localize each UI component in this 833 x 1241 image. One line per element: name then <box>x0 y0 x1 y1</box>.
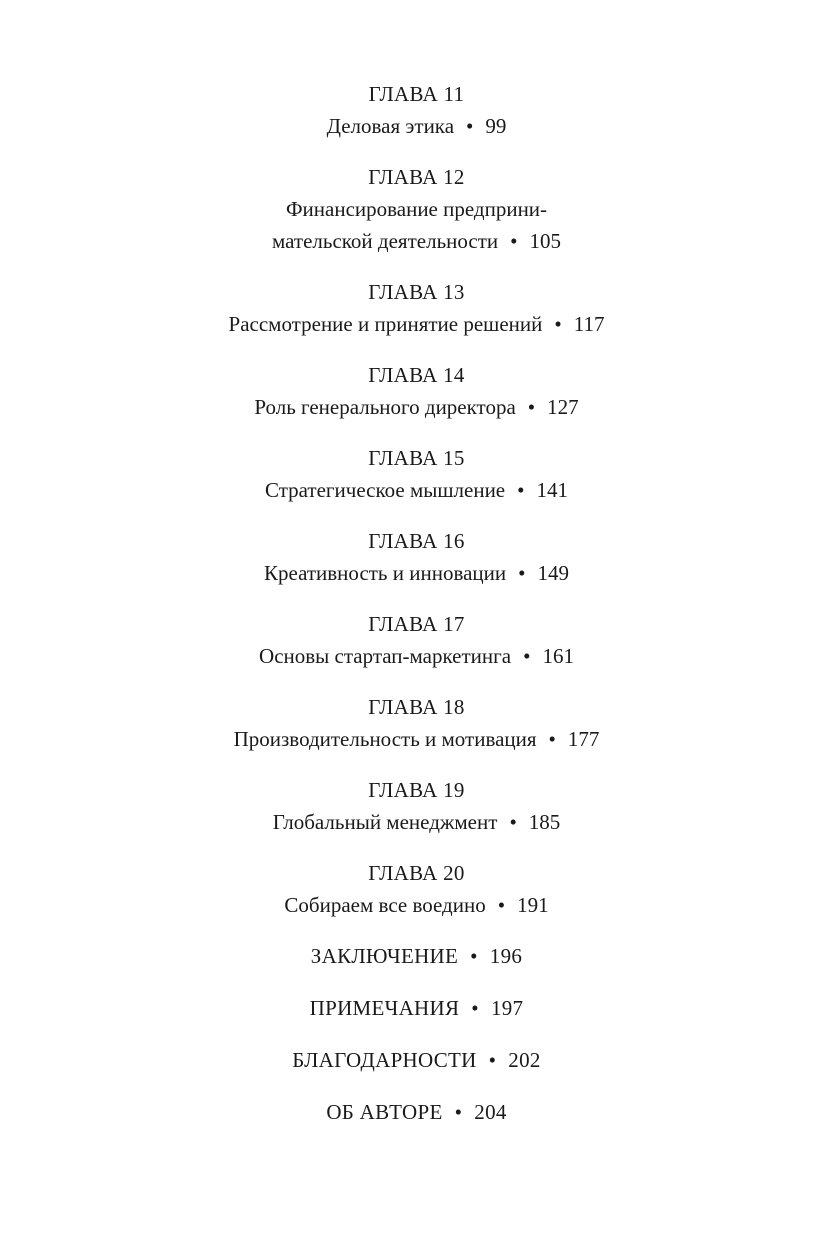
chapter-title-line <box>0 806 833 838</box>
page-number: 204 <box>474 1100 507 1124</box>
bullet-separator: • <box>470 944 478 968</box>
chapter-title-line <box>0 110 833 142</box>
chapter-title <box>0 308 833 340</box>
page-number: 185 <box>528 810 561 834</box>
bullet-separator: • <box>509 810 517 834</box>
page-number: 161 <box>542 644 574 668</box>
page-number: 177 <box>567 727 600 751</box>
chapter-label: ГЛАВА 15 <box>368 446 465 470</box>
chapter-title-line <box>0 889 833 921</box>
bullet-separator: • <box>518 561 526 585</box>
chapter-list <box>0 78 833 921</box>
page-number: 141 <box>536 478 568 502</box>
chapter-title-text: Производительность и мотивация <box>233 727 537 751</box>
chapter-title-text: Деловая этика <box>326 114 455 138</box>
chapter-title <box>0 640 833 672</box>
chapter-label: ГЛАВА 16 <box>368 529 465 553</box>
chapter-title <box>0 557 833 589</box>
page-number: 191 <box>517 893 549 917</box>
chapter-label: ГЛАВА 13 <box>368 280 465 304</box>
chapter-title <box>0 193 833 257</box>
chapter-title-text: мательской деятельности <box>272 229 499 253</box>
page-number: 202 <box>508 1048 541 1072</box>
toc-chapter-entry <box>0 276 833 340</box>
toc-backmatter-entry <box>0 940 833 972</box>
backmatter-title: ЗАКЛЮЧЕНИЕ <box>310 944 459 968</box>
bullet-separator: • <box>497 893 506 917</box>
chapter-title <box>0 723 833 755</box>
page-number: 196 <box>489 944 523 968</box>
chapter-title-line <box>0 723 833 755</box>
chapter-title-text: Собираем все воедино <box>284 893 486 917</box>
chapter-title-line <box>0 193 833 225</box>
chapter-label: ГЛАВА 18 <box>368 695 465 719</box>
chapter-title <box>0 474 833 506</box>
toc-chapter-entry <box>0 359 833 423</box>
page-number: 197 <box>490 996 524 1020</box>
chapter-title-text: Роль генерального директора <box>254 395 516 419</box>
backmatter-list <box>0 940 833 1128</box>
chapter-label: ГЛАВА 17 <box>368 612 465 636</box>
toc-chapter-entry <box>0 691 833 755</box>
page-number: 105 <box>529 229 561 253</box>
chapter-title-line <box>0 557 833 589</box>
bullet-separator: • <box>527 395 536 419</box>
chapter-title-text: Основы стартап-маркетинга <box>259 644 512 668</box>
chapter-label: ГЛАВА 11 <box>368 82 465 106</box>
bullet-separator: • <box>510 229 518 253</box>
chapter-title-text: Стратегическое мышление <box>264 478 506 502</box>
page-number: 127 <box>547 395 579 419</box>
toc-chapter-entry <box>0 608 833 672</box>
chapter-label: ГЛАВА 12 <box>368 165 465 189</box>
bullet-separator: • <box>548 727 556 751</box>
toc-chapter-entry <box>0 857 833 921</box>
toc-chapter-entry <box>0 161 833 257</box>
backmatter-title: ОБ АВТОРЕ <box>326 1100 443 1124</box>
chapter-title-text: Рассмотрение и принятие решений <box>228 312 543 336</box>
bullet-separator: • <box>517 478 525 502</box>
bullet-separator: • <box>471 996 479 1020</box>
bullet-separator: • <box>454 1100 463 1124</box>
bullet-separator: • <box>554 312 562 336</box>
backmatter-title: БЛАГОДАРНОСТИ <box>292 1048 477 1072</box>
page-number: 99 <box>485 114 507 138</box>
chapter-title-text: Глобальный менеджмент <box>272 810 498 834</box>
chapter-title <box>0 391 833 423</box>
chapter-title <box>0 889 833 921</box>
table-of-contents <box>0 78 833 1148</box>
chapter-title-line <box>0 474 833 506</box>
chapter-title-line <box>0 640 833 672</box>
toc-chapter-entry <box>0 442 833 506</box>
backmatter-title: ПРИМЕЧАНИЯ <box>309 996 460 1020</box>
chapter-title-text: Креативность и инновации <box>263 561 507 585</box>
chapter-label: ГЛАВА 14 <box>368 363 465 387</box>
toc-chapter-entry <box>0 525 833 589</box>
chapter-title-line <box>0 391 833 423</box>
chapter-label: ГЛАВА 19 <box>368 778 465 802</box>
chapter-title-line <box>0 225 833 257</box>
toc-chapter-entry <box>0 774 833 838</box>
bullet-separator: • <box>466 114 474 138</box>
toc-chapter-entry <box>0 78 833 142</box>
page-number: 117 <box>573 312 605 336</box>
toc-backmatter-entry <box>0 1044 833 1076</box>
chapter-title-line <box>0 308 833 340</box>
chapter-label: ГЛАВА 20 <box>368 861 465 885</box>
bullet-separator: • <box>488 1048 497 1072</box>
bullet-separator: • <box>523 644 531 668</box>
page-number: 149 <box>537 561 569 585</box>
chapter-title <box>0 806 833 838</box>
toc-backmatter-entry <box>0 992 833 1024</box>
chapter-title <box>0 110 833 142</box>
toc-backmatter-entry <box>0 1096 833 1128</box>
chapter-title-text: Финансирование предприни- <box>285 197 548 221</box>
